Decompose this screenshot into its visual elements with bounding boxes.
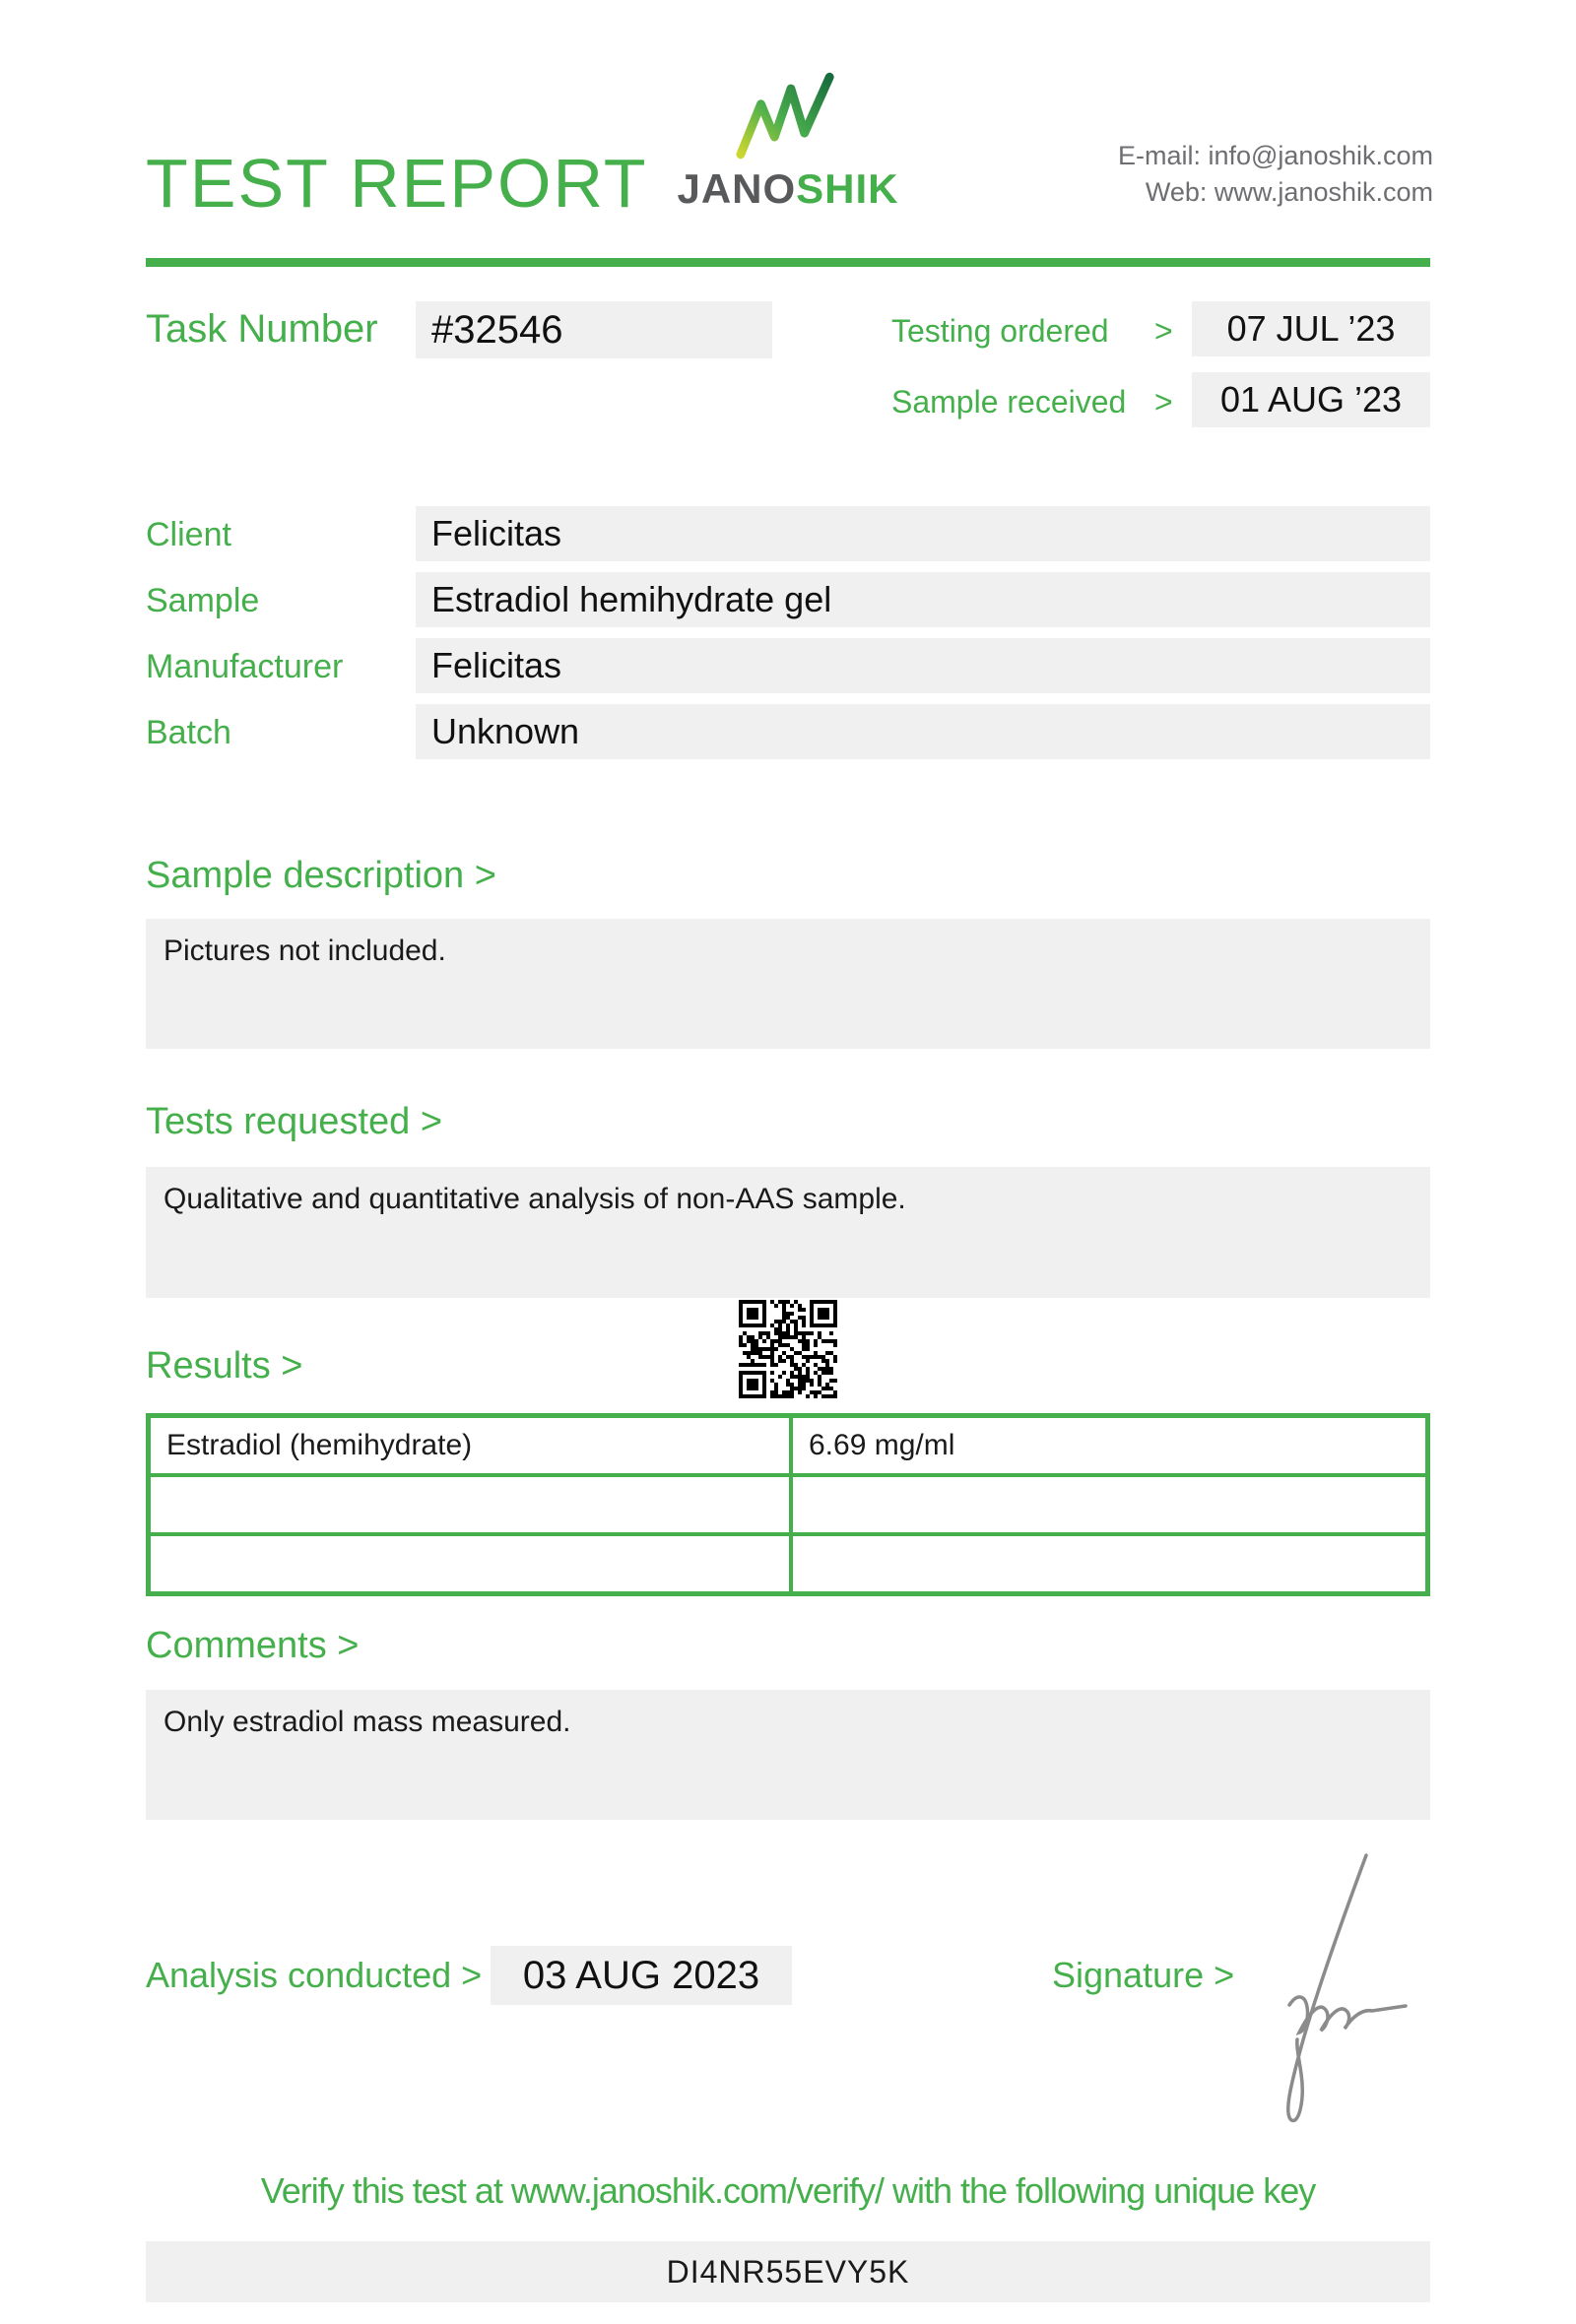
header-divider: [146, 258, 1430, 267]
result-value-cell: 6.69 mg/ml: [791, 1416, 1427, 1475]
results-heading: Results >: [146, 1345, 303, 1387]
result-analyte-cell: [149, 1475, 791, 1534]
signature-label: Signature >: [1052, 1955, 1235, 1995]
result-analyte-cell: [149, 1534, 791, 1593]
trend-chart-icon: [735, 69, 841, 161]
manufacturer-label: Manufacturer: [146, 648, 344, 685]
manufacturer-value: Felicitas: [416, 638, 1430, 693]
verify-instruction: Verify this test at www.janoshik.com/verify/ with the following unique key: [260, 2170, 1316, 2211]
sample-value: Estradiol hemihydrate gel: [416, 572, 1430, 627]
logo-shik: SHIK: [796, 165, 899, 212]
client-label: Client: [146, 516, 231, 553]
result-value-cell: [791, 1534, 1427, 1593]
client-value: Felicitas: [416, 506, 1430, 561]
logo-wordmark: [670, 165, 906, 213]
testing-ordered-label: Testing ordered: [891, 313, 1109, 349]
qr-code: [739, 1300, 837, 1398]
result-analyte-cell: Estradiol (hemihydrate): [149, 1416, 791, 1475]
analysis-conducted-label: Analysis conducted >: [146, 1955, 483, 1995]
sample-received-value: 01 AUG ’23: [1192, 372, 1430, 427]
logo-jano: JANO: [677, 165, 797, 212]
task-number-label: Task Number: [146, 307, 378, 351]
tests-requested-heading: Tests requested >: [146, 1101, 443, 1142]
sample-label: Sample: [146, 582, 260, 619]
comments-heading: Comments >: [146, 1625, 360, 1666]
tests-requested-body: Qualitative and quantitative analysis of non-AAS sample.: [146, 1167, 1430, 1298]
email-line: E-mail: info@janoshik.com: [1117, 141, 1433, 170]
chevron-right-icon: >: [1154, 384, 1173, 420]
sample-description-heading: Sample description >: [146, 855, 496, 896]
task-number-value: #32546: [416, 301, 772, 358]
contact-block: [1118, 138, 1433, 211]
batch-label: Batch: [146, 714, 231, 751]
web-line: Web: www.janoshik.com: [1145, 177, 1433, 207]
testing-ordered-value: 07 JUL ’23: [1192, 301, 1430, 356]
page-title: TEST REPORT: [146, 145, 648, 222]
chevron-right-icon: >: [1154, 313, 1173, 349]
analysis-date-value: 03 AUG 2023: [491, 1946, 792, 2005]
results-table: [146, 1413, 1430, 1596]
verify-key: DI4NR55EVY5K: [146, 2241, 1430, 2302]
sample-description-body: Pictures not included.: [146, 919, 1430, 1049]
signature-image: [1256, 1847, 1423, 2138]
comments-body: Only estradiol mass measured.: [146, 1690, 1430, 1820]
janoshik-logo: [670, 69, 906, 213]
sample-received-label: Sample received: [891, 384, 1127, 420]
result-value-cell: [791, 1475, 1427, 1534]
batch-value: Unknown: [416, 704, 1430, 759]
